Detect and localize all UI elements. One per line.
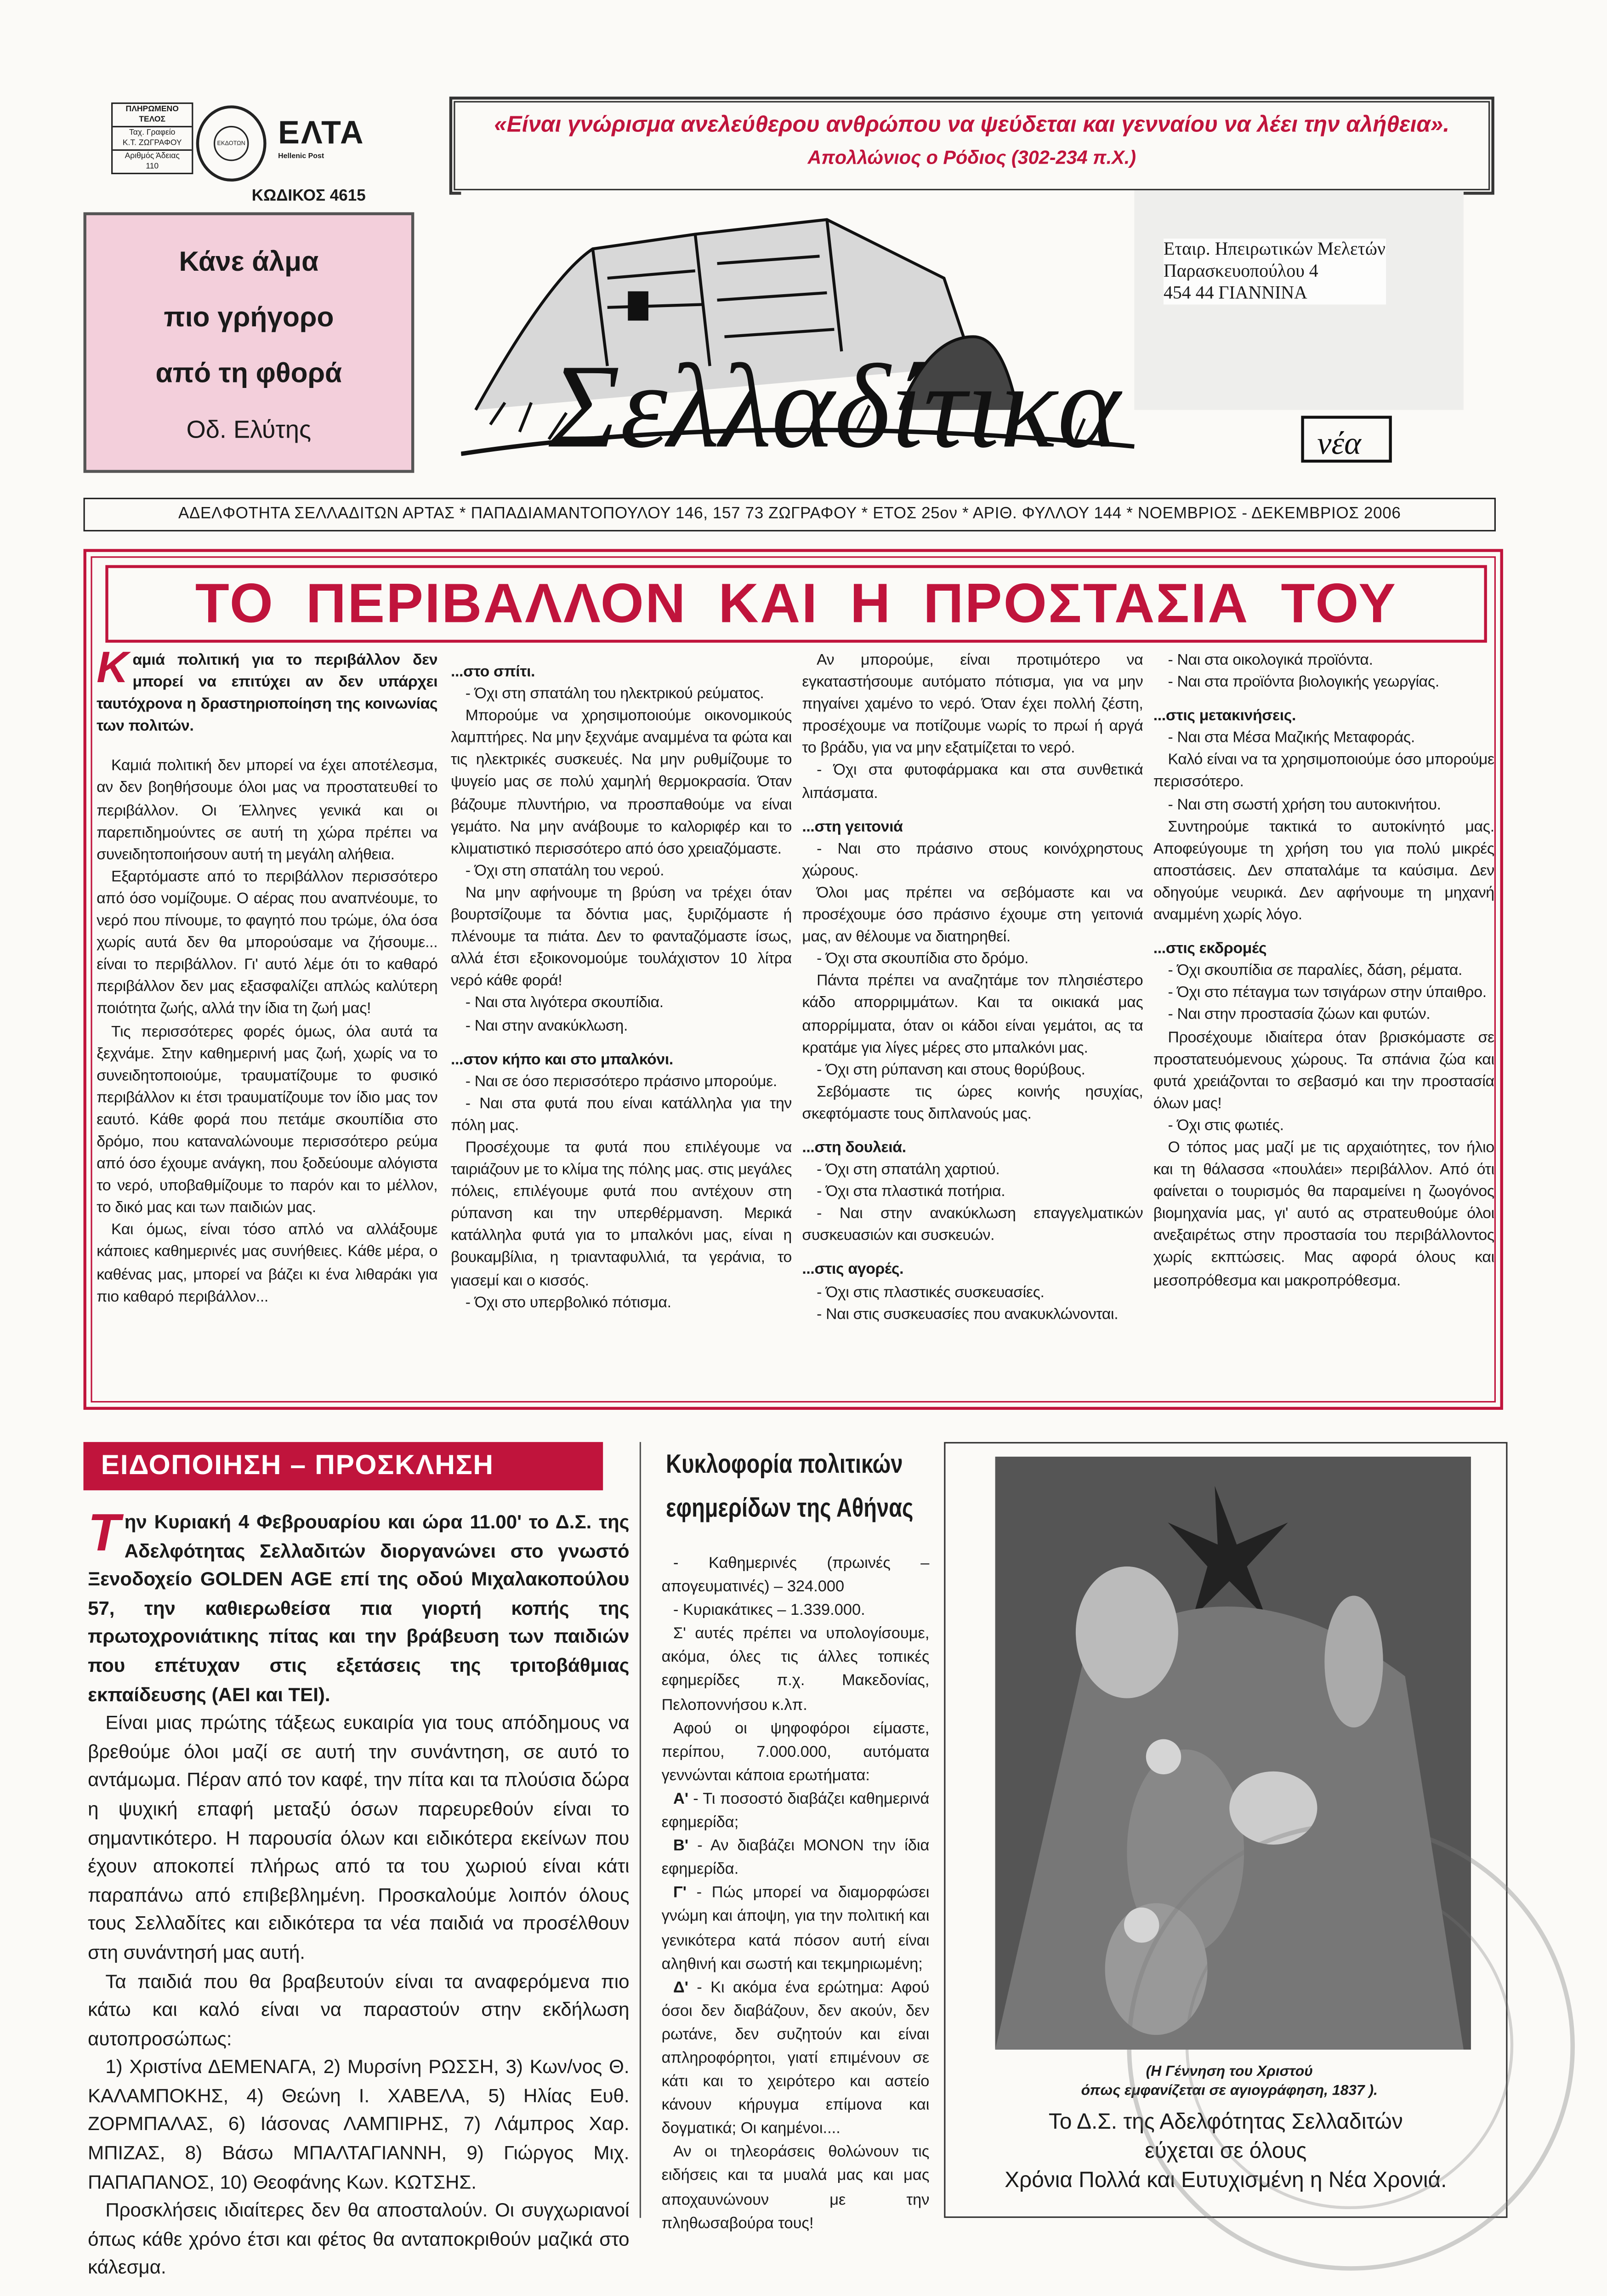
question-paragraph	[662, 1976, 930, 2141]
paragraph: - Όχι στις πλαστικές συσκευασίες.	[817, 1283, 1045, 1301]
stamp-text: Αριθμός Άδειας	[125, 152, 180, 161]
motto-line: Κάνε άλμα	[179, 247, 319, 279]
question-text: - Κι ακόμα ένα ερώτημα: Αφού όσοι δεν διαβάζουν, δεν ακούν, δεν ρωτάνε, δεν συζητούν και είναι απληροφόρητοι, γιατί επιμένουν σε κάτι και το χειρότερο και αστείο κάνουν κήρυγμα επίμονα και δογματικά; Οι καημένοι....	[661, 1978, 930, 2138]
paragraph: - Ναι στην ανακύκλωση.	[465, 1016, 628, 1035]
caption-line: (Η Γέννηση του Χριστού	[1146, 2064, 1313, 2080]
stamp-text: Ταχ. Γραφείο	[129, 129, 176, 138]
question-text: - Αν διαβάζει ΜΟΝΟΝ την ίδια εφημερίδα.	[661, 1837, 930, 1879]
masthead-logo-sub: νέα	[1317, 426, 1361, 461]
greeting-line: εύχεται σε όλους	[1145, 2139, 1307, 2164]
stamp-text: ΠΛΗΡΩΜΕΝΟ	[125, 105, 179, 114]
issue-info-line: ΑΔΕΛΦΟΤΗΤΑ ΣΕΛΛΑΔΙΤΩΝ ΑΡΤΑΣ * ΠΑΠΑΔΙΑΜΑΝΤΟΠΟΥΛΟΥ 146, 157 73 ΖΩΓΡΑΦΟΥ * ΕΤΟΣ 25ον * ΑΡΙΘ. ΦΥΛΛΟΥ 144 * ΝΟΕΜΒΡΙΟΣ - ΔΕΚΕΜΒΡΙΟΣ 2006	[84, 498, 1496, 531]
paragraph: Τις περισσότερες φορές όμως, όλα αυτά τα ξεχνάμε. Στην καθημερινή μας ζωή, χωρίς να το συνειδητοποιούμε, τραυματίζουμε το φυσικό περιβάλλον κι έτσι τραυματίζουμε τον ίδιο μας τον εαυτό. Κάθε φορά που πετάμε σκουπίδια στο δρόμο, που καταναλώνουμε περισσότερο ρεύμα από όσο έχουμε ανάγκη, που ξοδεύουμε αλόγιστα το νερό, υποβαθμίζουμε το παρόν και το μέλλον, το δικό μας και των παιδιών μας.	[97, 1022, 438, 1217]
paragraph: Σεβόμαστε τις ώρες κοινής ησυχίας, σκεφτόμαστε τους διπλανούς μας.	[802, 1083, 1143, 1123]
publishers-seal	[196, 105, 267, 182]
subheading: ...στον κήπο και στο μπαλκόνι.	[450, 1050, 674, 1068]
paragraph: - Όχι στη σπατάλη του ηλεκτρικού ρεύματος.	[465, 685, 764, 703]
elta-logo	[278, 114, 365, 161]
subheading: ...στο σπίτι.	[450, 663, 535, 681]
paragraph: Καμιά πολιτική δεν μπορεί να έχει αποτέλεσμα, αν δεν βοηθήσουμε όλοι μας να προστατευθεί το περιβάλλον. Οι Έλληνες γενικά και οι παρεπιδημούντες σε αυτή τη χώρα πρέπει να συνειδητοποιήσουν αυτή τη μεγάλη αλήθεια.	[97, 757, 438, 864]
drop-cap: Τ	[88, 1502, 120, 1562]
subheading: ...στις εκδρομές	[1153, 940, 1267, 958]
stamp-text: ΤΕΛΟΣ	[139, 115, 166, 124]
paragraph: - Ναι στην προστασία ζώων και φυτών.	[1168, 1006, 1431, 1024]
postal-code: ΚΩΔΙΚΟΣ 4615	[251, 187, 366, 205]
paragraph: - Όχι στη σπατάλη του νερού.	[465, 862, 664, 880]
quote-text: «Είναι γνώρισμα ανελεύθερου ανθρώπου να ψεύδεται και γενναίου να λέει την αλήθεια».	[494, 113, 1450, 138]
paragraph: - Ναι στις συσκευασίες που ανακυκλώνονται.	[817, 1305, 1119, 1323]
paragraph: Προσκλήσεις ιδιαίτερες δεν θα αποσταλούν. Οι συγχωριανοί όπως κάθε χρόνο έτσι και φέτος θα ανταποκριθούν μαζικά στο κάλεσμα.	[88, 2199, 630, 2279]
subheading: ...στις μετακινήσεις.	[1153, 707, 1296, 725]
stamp-text: 110	[146, 161, 159, 171]
paragraph: Ο τόπος μας μαζί με τις αρχαιότητες, τον ήλιο και τη θάλασσα «πουλάει» περιβάλλον. Από ότι φαίνεται ο τουρισμός θα παραμείνει η ζωογόνος βιομηχανία μας, γι' αυτό ας στρατευθούμε όλοι ανεξαιρέτως στην προστασία του περιβάλλοντος χωρίς εκπτώσεις. Μας αφορά όλους και μεσοπρόθεσμα και μακροπρόθεσμα.	[1153, 1139, 1494, 1289]
stamp-text: Κ.Τ. ΖΩΓΡΑΦΟΥ	[122, 138, 182, 148]
paragraph: Σ' αυτές πρέπει να υπολογίσουμε, ακόμα, όλες τις άλλες τοπικές εφημερίδες π.χ. Μακεδονίας, Πελοποννήσου κ.λπ.	[661, 1625, 930, 1714]
paragraph: Προσέχουμε ιδιαίτερα όταν βρισκόμαστε σε προστατευόμενους χώρους. Τα σπάνια ζώα και φυτά χρειάζονται το σεβασμό και την προστασία όλων μας!	[1153, 1028, 1494, 1112]
paragraph: - Ναι στο πράσινο στους κοινόχρηστους χώρους.	[802, 840, 1143, 880]
masthead-quote	[451, 98, 1493, 193]
paragraph: Πάντα πρέπει να αναζητάμε τον πλησιέστερο κάδο απορριμμάτων. Και τα οικιακά μας απορρίμματα, όταν οι κάδοι είναι γεμάτοι, ας τα κρατάμε για λίγες μέρες στο μπαλκόνι μας.	[802, 972, 1143, 1057]
article-column-2	[451, 650, 792, 1314]
address-line: Εταιρ. Ηπειρωτικών Μελετών	[1163, 239, 1386, 259]
motto-line: από τη φθορά	[155, 359, 342, 390]
paragraph: - Όχι στο πέταγμα των τσιγάρων στην ύπαιθρο.	[1168, 984, 1487, 1002]
paragraph: Καλό είναι να τα χρησιμοποιούμε όσο μπορούμε περισσότερο.	[1153, 752, 1494, 792]
elta-name: ΕΛΤΑ	[278, 114, 365, 151]
paragraph: - Όχι στα φυτοφάρμακα και στα συνθετικά λιπάσματα.	[802, 762, 1143, 802]
question-paragraph	[662, 1788, 930, 1835]
paragraph: Συντηρούμε τακτικά το αυτοκίνητό μας. Αποφεύγουμε τη χρήση του για πολύ μικρές αποστάσεις. Δεν σπαταλάμε τα καύσιμα. Δεν οδηγούμε νευρικά. Δεν αφήνουμε τη μηχανή αναμμένη χωρίς λόγο.	[1153, 818, 1494, 924]
question-label: Α'	[673, 1790, 689, 1808]
greeting-line: Το Δ.Σ. της Αδελφότητας Σελλαδιτών	[1048, 2109, 1403, 2135]
paragraph: - Όχι σκουπίδια σε παραλίες, δάση, ρέματα.	[1168, 962, 1463, 980]
paragraph: Όλοι μας πρέπει να σεβόμαστε και να προσέχουμε όσο πράσινο έχουμε στη γειτονιά μας, αν θέλουμε να διατηρηθεί.	[802, 884, 1143, 946]
paragraph: Μπορούμε να χρησιμοποιούμε οικονομικούς λαμπτήρες. Να μην ξεχνάμε αναμμένα τα φώτα και τις ηλεκτρικές συσκευές. Να μην ρυθμίζουμε το ψυγείο μας σε πολύ χαμηλή θερμοκρασία. Όταν βάζουμε πλυντήριο, να προσπαθούμε να είναι γεμάτο. Να μην ανάβουμε το καλοριφέρ και το κλιματιστικό περισσότερο από όσο χρειαζόμαστε.	[450, 707, 792, 858]
drop-cap: Κ	[97, 644, 128, 693]
lead-text: αμιά πολιτική για το περιβάλλον δεν μπορεί να επιτύχει αν δεν υπάρχει ταυτόχρονα η δραστηριοποίηση της κοινωνίας των πολιτών.	[97, 651, 438, 735]
question-text: - Πώς μπορεί να διαμορφώσει γνώμη και άποψη, για την πολιτική και γενικότερα κατά πόσον αυτή είναι αληθινή και σωστή και τεκμηριωμένη;	[661, 1884, 930, 1973]
notice-body	[88, 1502, 630, 2282]
paragraph: - Ναι στη σωστή χρήση του αυτοκινήτου.	[1168, 796, 1441, 814]
paragraph: - Ναι στα οικολογικά προϊόντα.	[1168, 651, 1373, 669]
address-line: Παρασκευοπούλου 4	[1163, 260, 1318, 281]
column-divider	[640, 1442, 641, 2218]
greeting-line: Χρόνια Πολλά και Ευτυχισμένη η Νέα Χρονιά.	[1005, 2168, 1447, 2193]
address-line: 454 44 ΓΙΑΝΝΙΝΑ	[1163, 282, 1307, 303]
article-title: ΤΟ ΠΕΡΙΒΑΛΛΟΝ ΚΑΙ Η ΠΡΟΣΤΑΣΙΑ ΤΟΥ	[105, 565, 1487, 643]
paragraph: - Όχι στα πλαστικά ποτήρια.	[817, 1183, 1005, 1201]
paragraph: - Όχι στη σπατάλη χαρτιού.	[817, 1161, 1000, 1179]
question-label: Γ'	[673, 1884, 687, 1903]
masthead-logo: Σελλαδίτικα	[549, 340, 1121, 473]
recipient-address	[1164, 239, 1386, 304]
paragraph: - Όχι στο υπερβολικό πότισμα.	[465, 1293, 671, 1311]
paragraph: - Ναι στα λιγότερα σκουπίδια.	[465, 994, 664, 1013]
paragraph: - Ναι σε όσο περισσότερο πράσινο μπορούμε.	[465, 1072, 777, 1090]
postage-paid-stamp	[111, 103, 193, 174]
motto-box	[84, 212, 415, 473]
paragraph: - Όχι στις φωτιές.	[1168, 1117, 1284, 1134]
paragraph: Εξαρτόμαστε από το περιβάλλον περισσότερο από όσο νομίζουμε. Ο αέρας που αναπνέουμε, το νερό που πίνουμε, το φαγητό που τρώμε, όλα όσα χωρίς αυτά δεν θα μπορούσαμε να ζήσουμε... είναι το περιβάλλον. Γι' αυτό λέμε ότι το καθαρό περιβάλλον δεν μας εξασφαλίζει απλώς καλύτερη ποιότητα ζωής, αλλά την ίδια τη ζωή μας!	[97, 868, 438, 1018]
paragraph: - Όχι στα σκουπίδια στο δρόμο.	[817, 950, 1029, 968]
question-paragraph	[662, 1882, 930, 1976]
paragraph: - Όχι στη ρύπανση και στους θορύβους.	[817, 1061, 1085, 1079]
paragraph: Τα παιδιά που θα βραβευτούν είναι τα αναφερόμενα πιο κάτω και καλό είναι να παραστούν στην εκδήλωση αυτοπροσώπως:	[88, 1970, 630, 2049]
paragraph: - Ναι στην ανακύκλωση επαγγελματικών συσκευασιών και συσκευών.	[802, 1205, 1143, 1245]
heading-line: εφημερίδων της Αθήνας	[666, 1493, 914, 1523]
subheading: ...στη γειτονιά	[802, 818, 903, 836]
motto-author: Οδ. Ελύτης	[186, 416, 312, 444]
notice-lead	[88, 1502, 630, 1709]
masthead-illustration	[461, 190, 1464, 483]
motto-line: πιο γρήγορο	[164, 303, 334, 334]
question-label: Β'	[673, 1837, 689, 1855]
paragraph: Να μην αφήνουμε τη βρύση να τρέχει όταν βουρτσίζουμε τα δόντια μας, ξυριζόμαστε ή πλένουμε τα πιάτα. Δεν το φανταζόμαστε ίσως, αλλά έτσι εξοικονομούμε τουλάχιστον 10 λίτρα νερό κάθε φορά!	[450, 884, 792, 990]
article-column-1	[97, 644, 438, 1308]
article-column-3	[802, 650, 1143, 1326]
article-lead	[97, 644, 438, 738]
paragraph: - Καθημερινές (πρωινές – απογευματινές) – 324.000	[661, 1555, 930, 1596]
notice-heading: ΕΙΔΟΠΟΙΗΣΗ – ΠΡΟΣΚΛΗΣΗ	[84, 1442, 603, 1490]
library-stamp-inner-ring	[1186, 1881, 1513, 2209]
paragraph: 1) Χριστίνα ΔΕΜΕΝΑΓΑ, 2) Μυρσίνη ΡΩΣΣΗ, 3) Κων/νος Θ. ΚΑΛΑΜΠΟΚΗΣ, 4) Θεώνη Ι. ΧΑΒΕΛΑ, 5) Ηλίας Ευθ. ΖΟΡΜΠΑΛΑΣ, 6) Ιάσονας ΛΑΜΠΙΡΗΣ, 7) Λάμπρος Χαρ. ΜΠΙΖΑΣ, 8) Βάσω ΜΠΑΛΤΑΓΙΑΝΝΗ, 9) Γιώργος Μιχ. ΠΑΠΑΠΑΝΟΣ, 10) Θεοφάνης Κων. ΚΩΤΣΗΣ.	[88, 2056, 630, 2193]
seal-center: ΕΚΔΟΤΩΝ	[214, 126, 249, 161]
circulation-heading	[666, 1442, 924, 1530]
paragraph: - Ναι στα Μέσα Μαζικής Μεταφοράς.	[1168, 729, 1415, 747]
article-column-4	[1153, 650, 1494, 1292]
question-label: Δ'	[673, 1978, 688, 1997]
paragraph: Αν οι τηλεοράσεις θολώνουν τις ειδήσεις και τα μυαλά μας και μας αποχαυνώνουν με την πληθωσαβούρα τους!	[661, 2143, 930, 2232]
paragraph: - Ναι στα φυτά που είναι κατάλληλα για την πόλη μας.	[450, 1094, 792, 1134]
paragraph: - Ναι στα προϊόντα βιολογικής γεωργίας.	[1168, 673, 1439, 691]
paragraph: Αφού οι ψηφοφόροι είμαστε, περίπου, 7.000.000, αυτόματα γεννώνται κάποια ερωτήματα:	[661, 1720, 930, 1784]
heading-line: Κυκλοφορία πολιτικών	[666, 1449, 903, 1479]
paragraph: Αν μπορούμε, είναι προτιμότερο να εγκαταστήσουμε αυτόματο πότισμα, για να μην πηγαίνει χαμένο το νερό. Όταν έχει πολλή ζέστη, προσέχουμε να ποτίζουμε νωρίς το πρωί ή αργά το βράδυ, για να μην εξατμίζεται το νερό.	[802, 651, 1143, 758]
question-text: - Τι ποσοστό διαβάζει καθημερινά εφημερίδα;	[661, 1790, 930, 1832]
elta-subtitle: Hellenic Post	[278, 152, 324, 161]
subheading: ...στις αγορές.	[802, 1261, 904, 1279]
circulation-body	[662, 1552, 930, 2235]
paragraph: Προσέχουμε τα φυτά που επιλέγουμε να ταιριάζουν με το κλίμα της πόλης μας. στις μεγάλες πόλεις, επιλέγουμε φυτά που αντέχουν στη ρύπανση και την υπερθέρμανση. Μερικά κατάλληλα φυτά για το μπαλκόνι μας, είναι η βουκαμβίλια, η τριανταφυλλιά, τα γεράνια, το γιασεμί και ο κισσός.	[450, 1139, 792, 1289]
paragraph: Είναι μιας πρώτης τάξεως ευκαιρία για τους απόδημους να βρεθούμε όλοι μαζί σε αυτή την συνάντηση, σε αυτό το αντάμωμα. Πέραν από τον καφέ, την πίτα και τα πλούσια δώρα η ψυχική επαφή μεταξύ όσων παρευρεθούν είναι το σημαντικότερο. Η παρουσία όλων και ειδικότερα εκείνων που έχουν αποκοπεί πλήρως από τα του χωριού είναι κάτι παραπάνω από επιβεβλημένη. Προσκαλούμε λοιπόν όλους τους Σελλαδίτες και ειδικότερα τα νέα παιδιά να προσέλθουν στη συνάντησή μας αυτή.	[88, 1711, 630, 1963]
subheading: ...στη δουλειά.	[802, 1139, 906, 1157]
question-paragraph	[662, 1835, 930, 1882]
paragraph: Και όμως, είναι τόσο απλό να αλλάξουμε κάποιες καθημερινές μας συνήθειες. Κάθε μέρα, ο καθένας μας, μπορεί να βάζει κι ένα λιθαράκι για πιο καθαρό περιβάλλον...	[97, 1221, 438, 1305]
lead-text: ην Κυριακή 4 Φεβρουαρίου και ώρα 11.00' το Δ.Σ. της Αδελφότητας Σελλαδιτών διοργανώνει στο γνωστό Ξενοδοχείο GOLDEN AGE επί της οδού Μιχαλακοπούλου 57, την καθιερωθείσα πια γιορτή κοπής της πρωτοχρονιάτικης πίτας και την βράβευση των παιδιών που επέτυχαν στις εξετάσεις της τριτοβάθμιας εκπαίδευσης (ΑΕΙ και ΤΕΙ).	[88, 1510, 630, 1705]
quote-author: Απολλώνιος ο Ρόδιος (302-234 π.Χ.)	[807, 146, 1136, 169]
caption-line: όπως εμφανίζεται σε αγιογράφηση, 1837 ).	[1081, 2083, 1378, 2100]
paragraph: - Κυριακάτικες – 1.339.000.	[673, 1601, 865, 1620]
